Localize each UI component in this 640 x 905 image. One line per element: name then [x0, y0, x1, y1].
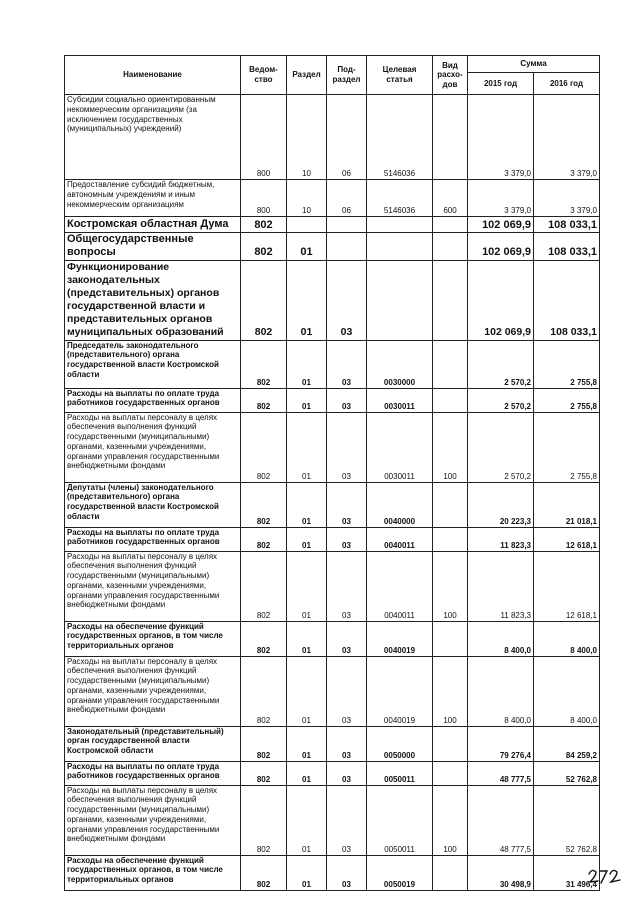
header-razdel: Раздел [287, 56, 327, 95]
row-vid-raskhodov [433, 217, 468, 233]
row-razdel: 01 [287, 340, 327, 388]
row-sum-2016: 108 033,1 [534, 260, 600, 340]
table-row [65, 233, 600, 261]
row-tselevaya-statya: 5146036 [367, 180, 433, 217]
row-sum-2016: 52 762,8 [534, 785, 600, 855]
row-sum-2016: 108 033,1 [534, 217, 600, 233]
row-sum-2015: 2 570,2 [468, 388, 534, 412]
row-name: Предоставление субсидий бюджетным, автономным учреждениям и иным некоммерческим организациям [65, 180, 241, 217]
row-name: Законодательный (представительный) орган государственной власти Костромской области [65, 726, 241, 761]
header-vedomstvo: Ведом- ство [241, 56, 287, 95]
row-razdel [287, 217, 327, 233]
row-podrazdel: 03 [327, 761, 367, 785]
row-sum-2015: 48 777,5 [468, 761, 534, 785]
table-row [65, 260, 600, 340]
row-vedomstvo: 802 [241, 412, 287, 482]
row-sum-2015: 48 777,5 [468, 785, 534, 855]
row-podrazdel: 03 [327, 726, 367, 761]
row-razdel: 10 [287, 180, 327, 217]
row-name: Расходы на выплаты персоналу в целях обеспечения выполнения функций государственными (муниципальными) органами, казенными учреждениями, органами управления государственными внебюджетными фондами [65, 551, 241, 621]
row-sum-2015: 2 570,2 [468, 340, 534, 388]
row-vid-raskhodov [433, 527, 468, 551]
row-razdel: 01 [287, 412, 327, 482]
row-razdel: 01 [287, 482, 327, 527]
header-name: Наименование [65, 56, 241, 95]
row-vedomstvo: 802 [241, 340, 287, 388]
row-vedomstvo: 802 [241, 260, 287, 340]
row-sum-2015: 20 223,3 [468, 482, 534, 527]
row-vedomstvo: 802 [241, 527, 287, 551]
row-razdel: 01 [287, 621, 327, 656]
row-tselevaya-statya: 5146036 [367, 95, 433, 180]
row-vedomstvo: 802 [241, 233, 287, 261]
row-vid-raskhodov [433, 340, 468, 388]
row-name: Председатель законодательного (представительного) органа государственной власти Костромской области [65, 340, 241, 388]
row-razdel: 01 [287, 785, 327, 855]
row-sum-2016: 2 755,8 [534, 412, 600, 482]
row-podrazdel: 03 [327, 260, 367, 340]
row-sum-2015: 11 823,3 [468, 527, 534, 551]
row-vedomstvo: 802 [241, 855, 287, 890]
row-sum-2016: 3 379,0 [534, 95, 600, 180]
row-vid-raskhodov [433, 855, 468, 890]
row-name: Расходы на выплаты по оплате труда работников государственных органов [65, 527, 241, 551]
row-vid-raskhodov [433, 726, 468, 761]
row-sum-2015: 3 379,0 [468, 180, 534, 217]
table-row [65, 217, 600, 233]
row-sum-2016: 31 496,4 [534, 855, 600, 890]
row-vedomstvo: 802 [241, 388, 287, 412]
row-razdel: 01 [287, 233, 327, 261]
row-sum-2016: 52 762,8 [534, 761, 600, 785]
row-sum-2015: 8 400,0 [468, 656, 534, 726]
table-row [65, 551, 600, 621]
row-sum-2016: 84 259,2 [534, 726, 600, 761]
row-vedomstvo: 800 [241, 180, 287, 217]
row-razdel: 01 [287, 656, 327, 726]
row-vedomstvo: 802 [241, 656, 287, 726]
row-tselevaya-statya: 0040000 [367, 482, 433, 527]
row-vid-raskhodov [433, 761, 468, 785]
row-name: Расходы на выплаты персоналу в целях обеспечения выполнения функций государственными (муниципальными) органами, казенными учреждениями, органами управления государственными внебюджетными фондами [65, 412, 241, 482]
row-razdel: 01 [287, 260, 327, 340]
row-podrazdel: 03 [327, 482, 367, 527]
row-podrazdel: 03 [327, 551, 367, 621]
row-name: Расходы на выплаты персоналу в целях обеспечения выполнения функций государственными (муниципальными) органами, казенными учреждениями, органами управления государственными внебюджетными фондами [65, 656, 241, 726]
header-tselevaya-statya: Целевая статья [367, 56, 433, 95]
row-vid-raskhodov: 600 [433, 180, 468, 217]
row-sum-2015: 102 069,9 [468, 233, 534, 261]
row-sum-2015: 11 823,3 [468, 551, 534, 621]
row-vedomstvo: 800 [241, 95, 287, 180]
table-row [65, 785, 600, 855]
row-vid-raskhodov [433, 388, 468, 412]
row-tselevaya-statya: 0030011 [367, 388, 433, 412]
table-row [65, 621, 600, 656]
row-name: Костромская областная Дума [65, 217, 241, 233]
row-podrazdel [327, 217, 367, 233]
table-row [65, 482, 600, 527]
header-year-2015: 2015 год [468, 73, 534, 95]
row-vid-raskhodov [433, 482, 468, 527]
row-vedomstvo: 802 [241, 482, 287, 527]
row-vedomstvo: 802 [241, 761, 287, 785]
row-vid-raskhodov: 100 [433, 656, 468, 726]
budget-table [64, 55, 600, 891]
row-tselevaya-statya: 0050019 [367, 855, 433, 890]
row-tselevaya-statya: 0040011 [367, 551, 433, 621]
table-body [65, 95, 600, 891]
row-podrazdel: 03 [327, 855, 367, 890]
table-row [65, 95, 600, 180]
row-sum-2016: 2 755,8 [534, 388, 600, 412]
row-tselevaya-statya: 0030011 [367, 412, 433, 482]
row-sum-2015: 102 069,9 [468, 217, 534, 233]
row-name: Расходы на обеспечение функций государственных органов, в том числе территориальных органов [65, 855, 241, 890]
row-razdel: 01 [287, 855, 327, 890]
row-name: Функционирование законодательных (представительных) органов государственной власти и представительных органов муниципальных образований [65, 260, 241, 340]
row-razdel: 01 [287, 527, 327, 551]
row-tselevaya-statya [367, 217, 433, 233]
row-sum-2015: 30 498,9 [468, 855, 534, 890]
table-row [65, 761, 600, 785]
row-sum-2016: 108 033,1 [534, 233, 600, 261]
row-tselevaya-statya: 0040019 [367, 656, 433, 726]
row-vid-raskhodov: 100 [433, 412, 468, 482]
row-podrazdel: 03 [327, 340, 367, 388]
row-tselevaya-statya: 0030000 [367, 340, 433, 388]
row-tselevaya-statya: 0040019 [367, 621, 433, 656]
row-sum-2015: 2 570,2 [468, 412, 534, 482]
row-sum-2016: 2 755,8 [534, 340, 600, 388]
table-row [65, 412, 600, 482]
row-tselevaya-statya: 0050000 [367, 726, 433, 761]
row-podrazdel: 06 [327, 180, 367, 217]
row-name: Расходы на обеспечение функций государственных органов, в том числе территориальных органов [65, 621, 241, 656]
row-name: Депутаты (члены) законодательного (представительного) органа государственной власти Костромской области [65, 482, 241, 527]
row-name: Расходы на выплаты по оплате труда работников государственных органов [65, 388, 241, 412]
row-podrazdel: 03 [327, 656, 367, 726]
table-row [65, 726, 600, 761]
row-sum-2016: 12 618,1 [534, 551, 600, 621]
table-row [65, 656, 600, 726]
row-name: Субсидии социально ориентированным некоммерческим организациям (за исключением государственных (муниципальных) учреждений) [65, 95, 241, 180]
row-razdel: 01 [287, 761, 327, 785]
row-sum-2016: 21 018,1 [534, 482, 600, 527]
row-vedomstvo: 802 [241, 621, 287, 656]
row-name: Общегосударственные вопросы [65, 233, 241, 261]
row-vid-raskhodov: 100 [433, 551, 468, 621]
table-header [65, 56, 600, 95]
row-razdel: 01 [287, 551, 327, 621]
row-podrazdel: 03 [327, 621, 367, 656]
row-sum-2016: 8 400,0 [534, 621, 600, 656]
row-razdel: 10 [287, 95, 327, 180]
row-razdel: 01 [287, 726, 327, 761]
row-podrazdel: 03 [327, 785, 367, 855]
row-sum-2015: 79 276,4 [468, 726, 534, 761]
header-podrazdel: Под- раздел [327, 56, 367, 95]
header-vid-raskhodov: Вид расхо- дов [433, 56, 468, 95]
row-vid-raskhodov [433, 621, 468, 656]
table-row [65, 180, 600, 217]
row-vid-raskhodov [433, 233, 468, 261]
row-tselevaya-statya: 0050011 [367, 761, 433, 785]
header-summa: Сумма [468, 56, 600, 73]
handwritten-page-number [586, 865, 626, 889]
row-podrazdel: 03 [327, 388, 367, 412]
row-sum-2015: 8 400,0 [468, 621, 534, 656]
row-podrazdel: 03 [327, 527, 367, 551]
row-vedomstvo: 802 [241, 726, 287, 761]
table-row [65, 855, 600, 890]
row-vedomstvo: 802 [241, 217, 287, 233]
table-row [65, 340, 600, 388]
row-vid-raskhodov [433, 260, 468, 340]
row-tselevaya-statya: 0050011 [367, 785, 433, 855]
table-row [65, 388, 600, 412]
row-vid-raskhodov [433, 95, 468, 180]
row-razdel: 01 [287, 388, 327, 412]
row-podrazdel: 03 [327, 412, 367, 482]
row-tselevaya-statya: 0040011 [367, 527, 433, 551]
row-vedomstvo: 802 [241, 551, 287, 621]
row-tselevaya-statya [367, 233, 433, 261]
row-vid-raskhodov: 100 [433, 785, 468, 855]
row-sum-2015: 3 379,0 [468, 95, 534, 180]
row-vedomstvo: 802 [241, 785, 287, 855]
row-sum-2015: 102 069,9 [468, 260, 534, 340]
row-name: Расходы на выплаты персоналу в целях обеспечения выполнения функций государственными (муниципальными) органами, казенными учреждениями, органами управления государственными внебюджетными фондами [65, 785, 241, 855]
row-sum-2016: 8 400,0 [534, 656, 600, 726]
row-podrazdel: 06 [327, 95, 367, 180]
row-name: Расходы на выплаты по оплате труда работников государственных органов [65, 761, 241, 785]
row-sum-2016: 12 618,1 [534, 527, 600, 551]
row-sum-2016: 3 379,0 [534, 180, 600, 217]
row-podrazdel [327, 233, 367, 261]
header-year-2016: 2016 год [534, 73, 600, 95]
table-row [65, 527, 600, 551]
row-tselevaya-statya [367, 260, 433, 340]
